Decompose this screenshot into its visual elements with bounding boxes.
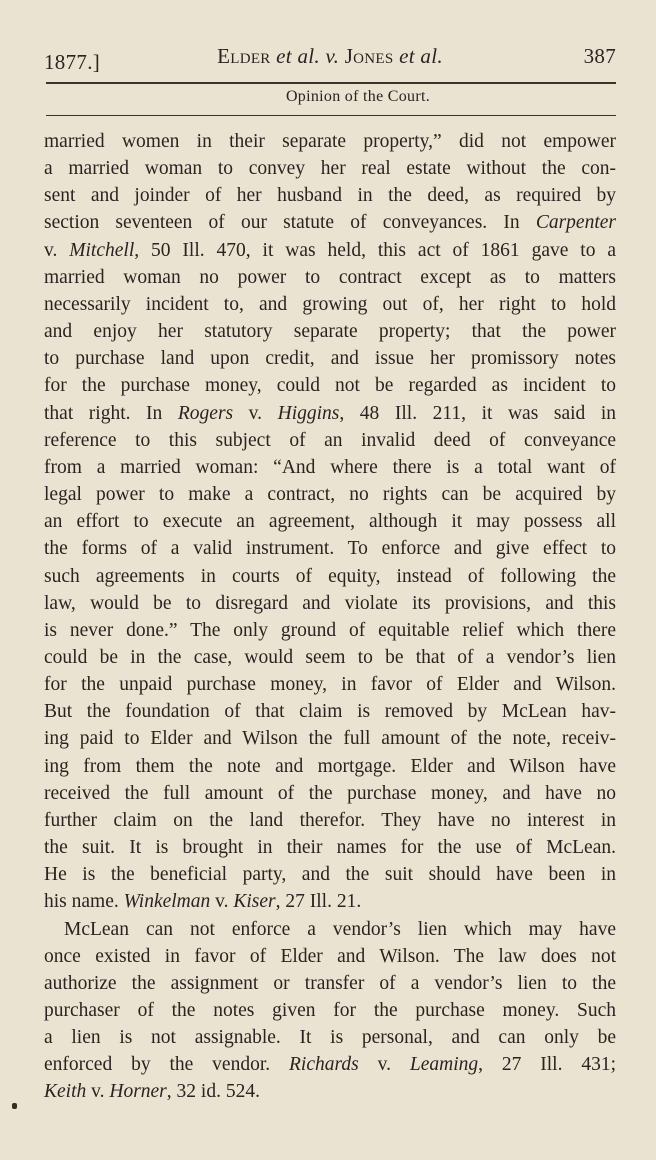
text-line: the suit. It is brought in their names for the use of McLean. [44, 837, 616, 859]
paragraph-1 [44, 128, 616, 916]
ink-mark [12, 1103, 17, 1109]
paragraph-2 [44, 916, 616, 1106]
text-line: his name. Winkelman v. Kiser, 27 Ill. 21. [44, 891, 362, 913]
running-head-case-title: Elder et al. v. Jones et al. [217, 44, 443, 68]
running-head [44, 44, 616, 74]
text-line: authorize the assignment or transfer of a vendor’s lien to the [44, 972, 616, 994]
text-line: for the unpaid purchase money, in favor of Elder and Wilson. [44, 674, 616, 696]
text-line: could be in the case, would seem to be that of a vendor’s lien [44, 646, 616, 668]
text-line: section seventeen of our statute of conveyances. In Carpenter [44, 212, 616, 234]
text-line: further claim on the land therefor. They have no interest in [44, 809, 616, 831]
text-line: from a married woman: “And where there is a total want of [44, 456, 616, 478]
section-subheading: Opinion of the Court. [285, 88, 431, 105]
text-line: reference to this subject of an invalid deed of conveyance [44, 429, 616, 451]
text-line: the forms of a valid instrument. To enforce and give effect to [44, 538, 616, 560]
text-line: ing paid to Elder and Wilson the full amount of the note, receiv- [44, 728, 616, 750]
text-line: v. Mitchell, 50 Ill. 470, it was held, this act of 1861 gave to a [44, 239, 617, 261]
text-line: Keith v. Horner, 32 id. 524. [44, 1081, 260, 1103]
text-line: received the full amount of the purchase money, and have no [44, 782, 616, 804]
running-head-year: 1877.] [44, 50, 101, 74]
subheading-rule [46, 115, 616, 116]
text-line: purchaser of the notes given for the purchase money. Such [44, 1000, 616, 1021]
text-line: that right. In Rogers v. Higgins, 48 Ill. 211, it was said in [44, 402, 616, 424]
text-line: and enjoy her statutory separate property; that the power [44, 321, 616, 343]
text-line: such agreements in courts of equity, instead of following the [44, 565, 616, 587]
text-line: ing from them the note and mortgage. Elder and Wilson have [44, 755, 616, 777]
text-line: a married woman to convey her real estate without the con- [44, 158, 616, 180]
text-line: once existed in favor of Elder and Wilson. The law does not [44, 945, 616, 967]
text-line: married woman no power to contract except as to matters [44, 266, 616, 288]
text-line: married women in their separate property,” did not empower [44, 131, 616, 152]
text-line: But the foundation of that claim is removed by McLean hav- [44, 701, 616, 723]
text-line: to purchase land upon credit, and issue her promissory notes [44, 348, 616, 370]
page-number: 387 [583, 44, 616, 68]
header-rule [46, 82, 616, 84]
text-line: an effort to execute an agreement, although it may possess all [44, 511, 616, 533]
text-line: enforced by the vendor. Richards v. Leaming, 27 Ill. 431; [44, 1054, 617, 1076]
text-line: law, would be to disregard and violate its provisions, and this [44, 592, 616, 614]
text-line: sent and joinder of her husband in the deed, as required by [44, 185, 616, 207]
text-line: a lien is not assignable. It is personal, and can only be [44, 1027, 616, 1049]
text-line: McLean can not enforce a vendor’s lien which may have [64, 918, 616, 940]
text-line: legal power to make a contract, no rights can be acquired by [44, 484, 616, 506]
text-line: is never done.” The only ground of equitable relief which there [44, 619, 616, 641]
opinion-text [44, 128, 616, 1106]
text-line: He is the beneficial party, and the suit should have been in [44, 864, 616, 886]
text-line: for the purchase money, could not be regarded as incident to [44, 375, 616, 397]
text-line: necessarily incident to, and growing out of, her right to hold [44, 293, 616, 315]
